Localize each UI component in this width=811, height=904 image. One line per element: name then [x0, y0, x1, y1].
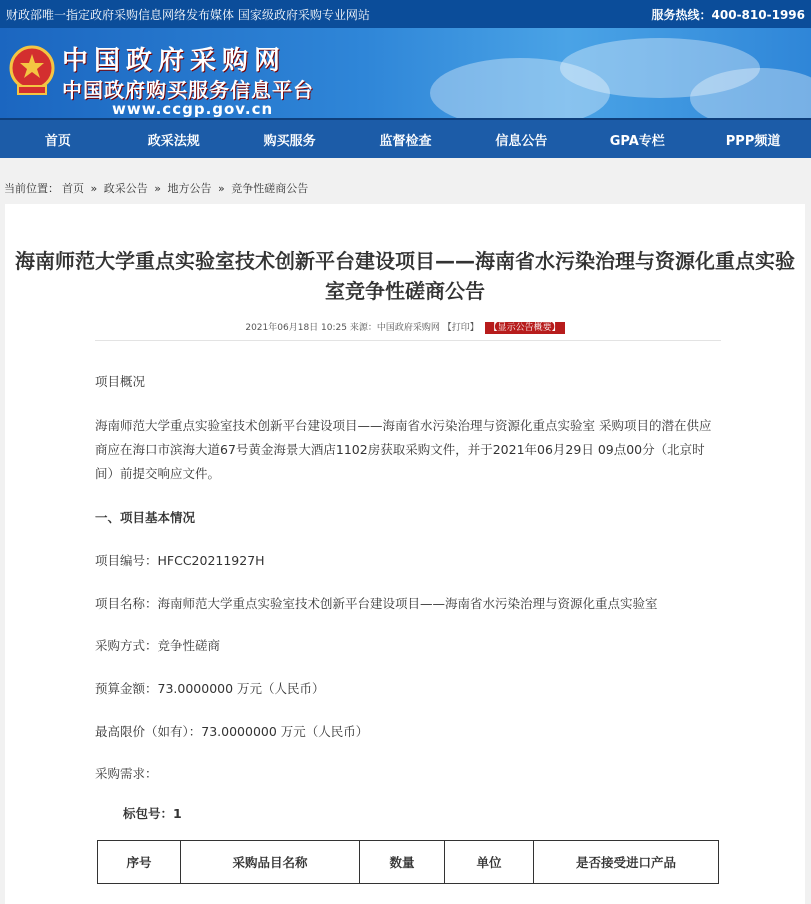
publish-date: 2021年06月18日 10:25 — [245, 323, 347, 333]
package-number: 标包号：1 — [123, 806, 182, 821]
table-header-row — [98, 841, 719, 884]
nav-service-purchase[interactable]: 购买服务 — [263, 133, 316, 149]
breadcrumb-consultation[interactable]: 竞争性磋商公告 — [231, 182, 309, 195]
article-panel — [5, 204, 805, 904]
site-url: www.ccgp.gov.cn — [112, 100, 274, 118]
nav-gpa[interactable]: GPA专栏 — [609, 133, 665, 149]
breadcrumb-prefix: 当前位置： — [4, 182, 59, 195]
article-meta — [5, 320, 805, 333]
max-price: 最高限价（如有）：73.0000000 万元（人民币） — [95, 724, 369, 739]
nav-supervision[interactable]: 监督检查 — [379, 133, 432, 149]
show-summary-button[interactable]: 【显示公告概要】 — [485, 322, 565, 334]
national-emblem-icon — [8, 42, 56, 98]
col-index: 序号 — [98, 841, 181, 884]
article-source: 来源：中国政府采购网 — [349, 323, 440, 333]
print-link[interactable]: 【打印】 — [442, 323, 479, 333]
procurement-method: 采购方式：竞争性磋商 — [95, 638, 221, 653]
nav-announcements[interactable]: 信息公告 — [495, 133, 548, 149]
requirements-table — [97, 840, 719, 884]
site-logo-subtitle: 中国政府购买服务信息平台 — [62, 78, 314, 102]
col-quantity: 数量 — [360, 841, 445, 884]
project-name: 项目名称：海南师范大学重点实验室技术创新平台建设项目——海南省水污染治理与资源化重点实验室 — [95, 596, 658, 611]
col-item-name: 采购品目名称 — [181, 841, 360, 884]
nav-home[interactable]: 首页 — [44, 133, 71, 149]
col-unit: 单位 — [445, 841, 534, 884]
service-hotline: 服务热线：400-810-1996 — [651, 7, 805, 22]
breadcrumb-separator: » — [154, 182, 161, 195]
breadcrumb-separator: » — [90, 182, 98, 195]
budget-amount: 预算金额：73.0000000 万元（人民币） — [95, 681, 325, 696]
breadcrumb-local[interactable]: 地方公告 — [167, 182, 212, 195]
breadcrumb-separator: » — [217, 182, 225, 195]
procurement-requirement: 采购需求： — [95, 766, 158, 781]
project-number: 项目编号：HFCC20211927H — [95, 553, 265, 568]
section-basic-heading: 一、项目基本情况 — [95, 510, 196, 525]
overview-text: 海南师范大学重点实验室技术创新平台建设项目——海南省水污染治理与资源化重点实验室 采购项目的潜在供应商应在海口市滨海大道67号黄金海景大酒店1102房获取采购文件，并于2021年06月29日 09点00分（北京时间）前提交响应文件。 — [95, 418, 712, 481]
site-logo-title[interactable]: 中国政府采购网 — [62, 46, 287, 76]
breadcrumb-home[interactable]: 首页 — [62, 182, 84, 195]
top-bar — [0, 0, 811, 28]
breadcrumb-procurement[interactable]: 政采公告 — [103, 182, 148, 195]
main-nav — [0, 118, 811, 158]
article-title: 海南师范大学重点实验室技术创新平台建设项目——海南省水污染治理与资源化重点实验室竞争性磋商公告 — [15, 249, 795, 303]
top-bar-slogan: 财政部唯一指定政府采购信息网络发布媒体 国家级政府采购专业网站 — [6, 7, 370, 22]
divider — [95, 340, 721, 341]
col-import-accepted: 是否接受进口产品 — [534, 841, 719, 884]
nav-regulations[interactable]: 政采法规 — [147, 133, 200, 149]
site-banner — [0, 28, 811, 118]
overview-heading: 项目概况 — [95, 374, 146, 389]
nav-ppp[interactable]: PPP频道 — [725, 133, 781, 149]
